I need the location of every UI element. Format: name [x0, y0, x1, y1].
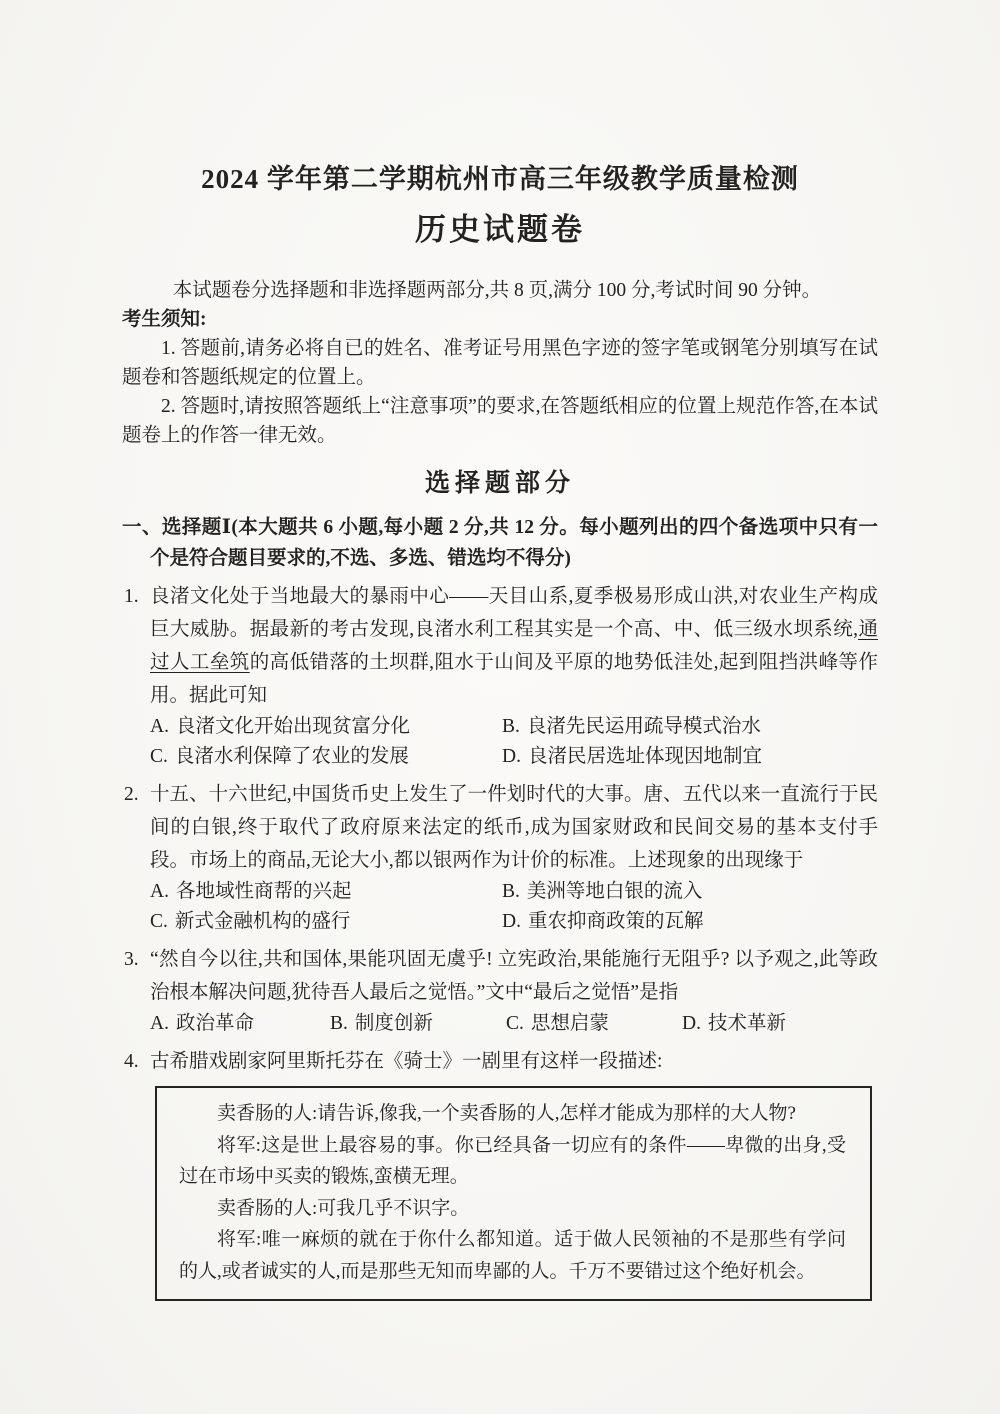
question-2-option-c — [150, 907, 502, 937]
question-2-options — [122, 877, 878, 937]
question-4-excerpt-box — [155, 1086, 872, 1301]
option-b-label: B. — [502, 881, 520, 902]
question-1-stem-text: 良渚文化处于当地最大的暴雨中心——天目山系,夏季极易形成山洪,对农业生产构成巨大威胁。据最新的考古发现,良渚水利工程其实是一个高、中、低三级水坝系统, — [150, 586, 878, 640]
option-c-label: C. — [506, 1013, 524, 1034]
question-3 — [122, 943, 878, 1039]
exam-content — [122, 0, 878, 1301]
option-a-text: 良渚文化开始出现贫富分化 — [175, 716, 410, 737]
question-3-stem-text: “然自今以往,共和国体,果能巩固无虞乎! 立宪政治,果能施行无阻乎? 以予观之,此等政治根本解决问题,犹待吾人最后之觉悟。”文中“最后之觉悟”是指 — [150, 949, 878, 1003]
section-heading: 选择题部分 — [424, 470, 575, 497]
notice-item-1: 1. 答题前,请务必将自已的姓名、准考证号用黑色字迹的签字笔或钢笔分别填写在试题卷和答题纸规定的位置上。 — [122, 338, 878, 388]
question-1 — [122, 580, 878, 772]
option-c-text: 新式金融机构的盛行 — [174, 911, 351, 932]
option-a-text: 各地域性商帮的兴起 — [175, 881, 352, 902]
option-d-label: D. — [502, 911, 521, 932]
question-2-number: 2. — [124, 784, 139, 805]
notice-label: 考生须知: — [122, 309, 207, 330]
option-d-label: D. — [502, 746, 521, 767]
option-c-text: 思想启蒙 — [530, 1013, 609, 1034]
question-2-option-a — [150, 877, 502, 907]
question-1-underlined-phrase: 通过人工垒筑 — [150, 619, 878, 673]
option-b-text: 制度创新 — [354, 1013, 433, 1034]
option-c-label: C. — [150, 746, 168, 767]
option-d-text: 重农抑商政策的瓦解 — [527, 911, 704, 932]
option-d-text: 技术革新 — [707, 1013, 786, 1034]
question-4-stem — [122, 1045, 878, 1078]
question-3-stem — [122, 943, 878, 1009]
option-b-text: 美洲等地白银的流入 — [526, 881, 703, 902]
exam-summary: 本试题卷分选择题和非选择题两部分,共 8 页,满分 100 分,考试时间 90 分钟。 — [172, 280, 822, 301]
question-3-option-b — [330, 1009, 506, 1039]
dialogue-line-4: 将军:唯一麻烦的就在于你什么都知道。适于做人民领袖的不是那些有学问的人,或者诚实的人,而是那些无知而卑鄙的人。千万不要错过这个绝好机会。 — [179, 1229, 846, 1282]
question-2-stem-text: 十五、十六世纪,中国货币史上发生了一件划时代的大事。唐、五代以来一直流行于民间的白银,终于取代了政府原来法定的纸币,成为国家财政和民间交易的基本支付手段。市场上的商品,无论大小,都以银两作为计价的标准。上述现象的出现缘于 — [150, 784, 878, 871]
question-1-option-b — [502, 712, 878, 742]
question-1-option-d — [502, 742, 878, 772]
question-1-option-c — [150, 742, 502, 772]
question-3-option-d — [682, 1009, 878, 1039]
question-2-option-d — [502, 907, 878, 937]
option-c-text: 良渚水利保障了农业的发展 — [174, 746, 409, 767]
question-1-stem — [122, 580, 878, 712]
option-b-label: B. — [502, 716, 520, 737]
question-1-options — [122, 712, 878, 772]
question-4 — [122, 1045, 878, 1301]
dialogue-line-2: 将军:这是世上最容易的事。你已经具备一切应有的条件——卑微的出身,受过在市场中买卖的锻炼,蛮横无理。 — [179, 1134, 846, 1187]
question-2 — [122, 778, 878, 937]
question-3-option-c — [506, 1009, 682, 1039]
option-c-label: C. — [150, 911, 168, 932]
dialogue-line-3: 卖香肠的人:可我几乎不识字。 — [217, 1197, 470, 1219]
paper-title: 历史试题卷 — [415, 212, 585, 247]
question-3-number: 3. — [124, 949, 139, 970]
option-a-label: A. — [150, 881, 169, 902]
section-instructions: 一、选择题Ⅰ(本大题共 6 小题,每小题 2 分,共 12 分。每小题列出的四个备选项中只有一个是符合题目要求的,不选、多选、错选均不得分) — [122, 517, 878, 569]
question-1-number: 1. — [124, 586, 139, 607]
question-2-stem — [122, 778, 878, 877]
question-2-option-b — [502, 877, 878, 907]
option-a-text: 政治革命 — [175, 1013, 254, 1034]
option-a-label: A. — [150, 716, 169, 737]
question-3-options — [122, 1009, 878, 1039]
option-d-text: 良渚民居选址体现因地制宜 — [527, 746, 762, 767]
option-d-label: D. — [682, 1013, 701, 1034]
question-1-stem-text-cont: 的高低错落的土坝群,阻水于山间及平原的地势低洼处,起到阻挡洪峰等作用。据此可知 — [150, 652, 878, 706]
question-1-option-a — [150, 712, 502, 742]
notice-item-2: 2. 答题时,请按照答题纸上“注意事项”的要求,在答题纸相应的位置上规范作答,在本试题卷上的作答一律无效。 — [122, 396, 878, 446]
option-a-label: A. — [150, 1013, 169, 1034]
question-4-number: 4. — [124, 1051, 139, 1072]
option-b-text: 良渚先民运用疏导模式治水 — [526, 716, 761, 737]
question-4-stem-text: 古希腊戏剧家阿里斯托芬在《骑士》一剧里有这样一段描述: — [150, 1051, 663, 1072]
exam-title: 2024 学年第二学期杭州市高三年级教学质量检测 — [201, 164, 799, 194]
dialogue-line-1: 卖香肠的人:请告诉,像我,一个卖香肠的人,怎样才能成为那样的大人物? — [217, 1103, 796, 1124]
question-3-option-a — [150, 1009, 330, 1039]
option-b-label: B. — [330, 1013, 348, 1034]
